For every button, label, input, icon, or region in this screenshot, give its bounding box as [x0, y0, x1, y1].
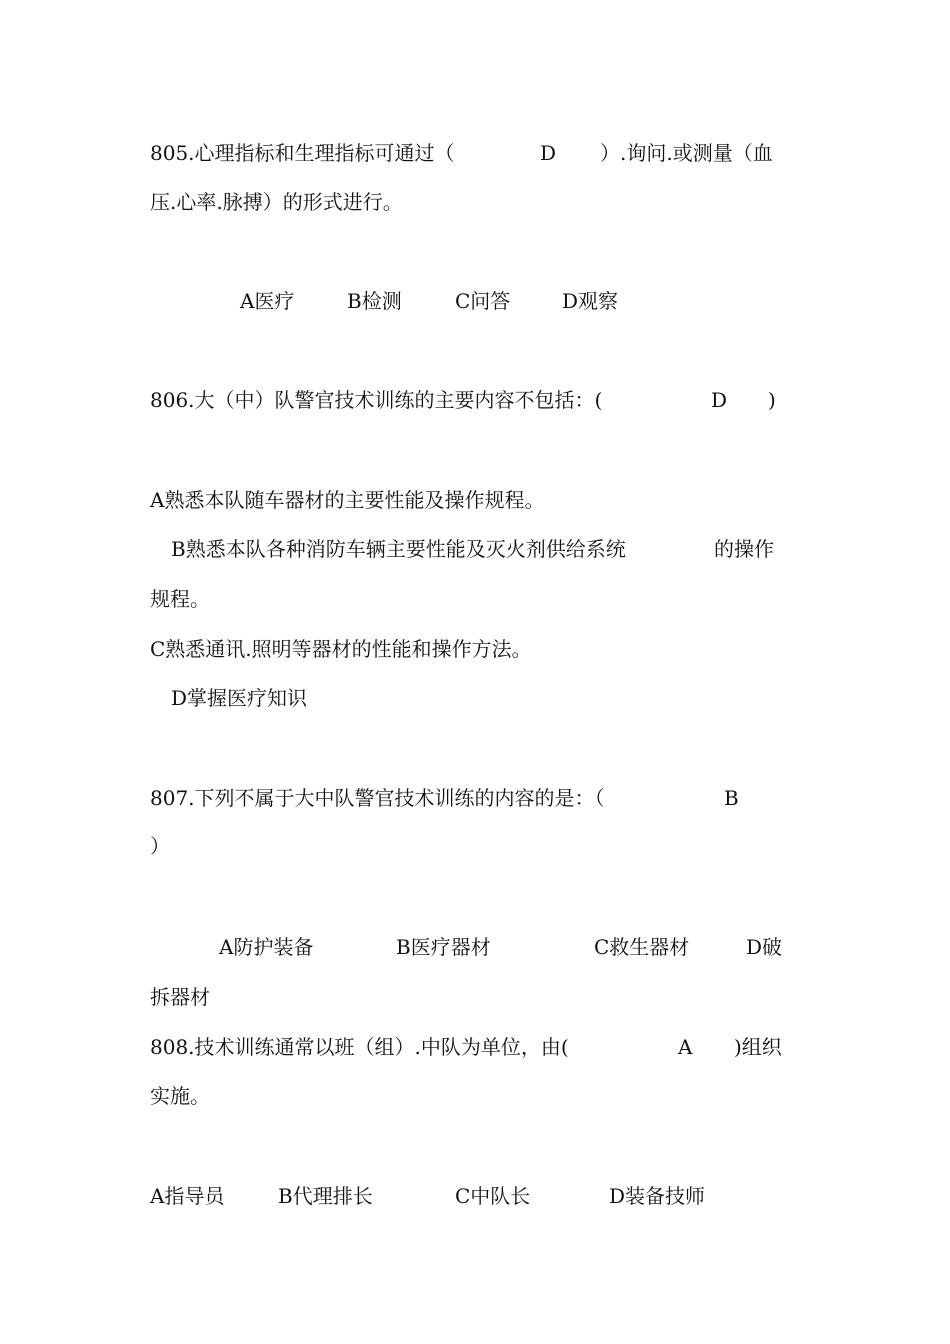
- q807-option-c: C救生器材: [594, 935, 690, 959]
- q805-option-d: D观察: [562, 289, 619, 313]
- q808-option-a: A指导员: [150, 1184, 225, 1208]
- q807-stem: 807.下列不属于大中队警官技术训练的内容的是：（: [150, 786, 605, 810]
- q805-stem-start: 805.心理指标和生理指标可通过（: [150, 141, 455, 165]
- q808-stem-end: )组织: [734, 1035, 782, 1059]
- q807-answer: B: [724, 786, 739, 810]
- q805-option-c: C问答: [455, 289, 511, 313]
- q807-stem-close: ）: [150, 834, 170, 858]
- q807-option-d: D破: [746, 935, 783, 959]
- q805-option-b: B检测: [347, 289, 402, 313]
- q808-option-b: B代理排长: [278, 1184, 373, 1208]
- q806-option-d: D掌握医疗知识: [171, 686, 308, 710]
- q805-answer: D: [540, 141, 557, 165]
- q807-option-d-wrap: 拆器材: [150, 985, 210, 1009]
- q806-option-b-line2: 规程。: [150, 587, 210, 611]
- q806-option-a: A熟悉本队随车器材的主要性能及操作规程。: [150, 488, 545, 512]
- q806-stem-close: ): [768, 388, 776, 412]
- q808-stem: 808.技术训练通常以班（组）.中队为单位，由(: [150, 1035, 569, 1059]
- q806-option-b-tail: 的操作: [714, 537, 774, 561]
- q806-stem: 806.大（中）队警官技术训练的主要内容不包括：(: [150, 388, 603, 412]
- q806-option-b-line1: B熟悉本队各种消防车辆主要性能及灭火剂供给系统: [171, 537, 626, 561]
- q808-answer: A: [678, 1035, 693, 1059]
- q808-stem-line2: 实施。: [150, 1084, 210, 1108]
- q807-option-a: A防护装备: [219, 935, 314, 959]
- q806-option-c: C熟悉通讯.照明等器材的性能和操作方法。: [150, 637, 532, 661]
- q807-option-b: B医疗器材: [396, 935, 491, 959]
- q805-option-a: A医疗: [240, 289, 295, 313]
- q805-stem-end: ）.询问.或测量（血: [600, 141, 773, 165]
- q805-stem-line2: 压.心率.脉搏）的形式进行。: [150, 190, 403, 214]
- q808-option-d: D装备技师: [609, 1184, 706, 1208]
- q806-answer: D: [711, 388, 728, 412]
- q808-option-c: C中队长: [455, 1184, 531, 1208]
